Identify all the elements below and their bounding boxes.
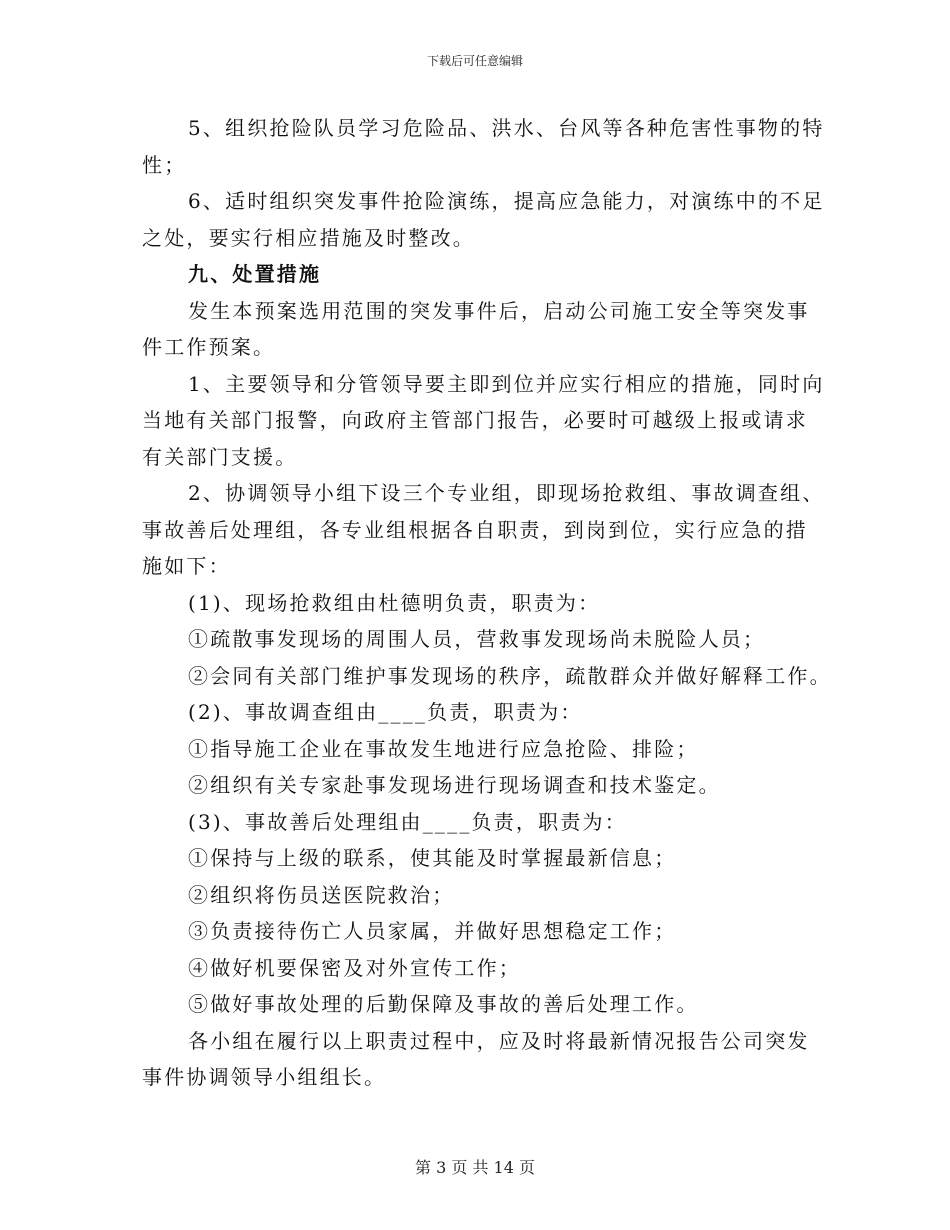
paragraph-line: 发生本预案选用范围的突发事件后，启动公司施工安全等突发事 <box>188 298 810 323</box>
paragraph-line: 事件协调领导小组组长。 <box>142 1065 387 1089</box>
list-item: ②组织有关专家赴事发现场进行现场调查和技术鉴定。 <box>188 773 721 797</box>
subsection-heading: (1)、现场抢救组由杜德明负责，职责为： <box>188 590 601 615</box>
list-item: ②组织将伤员送医院救治； <box>188 882 455 907</box>
subsection-heading: (3)、事故善后处理组由____负责，职责为： <box>188 809 627 834</box>
paragraph-line: 有关部门支援。 <box>142 444 298 469</box>
section-heading: 九、处置措施 <box>188 262 322 286</box>
paragraph-line: 2、协调领导小组下设三个专业组，即现场抢救组、事故调查组、 <box>188 481 825 505</box>
list-item: ③负责接待伤亡人员家属，并做好思想稳定工作； <box>188 919 677 943</box>
paragraph-line: 各小组在履行以上职责过程中，应及时将最新情况报告公司突发 <box>188 1028 810 1053</box>
paragraph-line: 性； <box>142 152 187 177</box>
list-item: ①保持与上级的联系，使其能及时掌握最新信息； <box>188 846 677 870</box>
list-item: ①疏散事发现场的周围人员，营救事发现场尚未脱险人员； <box>188 627 766 651</box>
list-item: ④做好机要保密及对外宣传工作； <box>188 955 521 980</box>
paragraph-line: 当地有关部门报警，向政府主管部门报告，必要时可越级上报或请求 <box>142 408 808 432</box>
list-item: ②会同有关部门维护事发现场的秩序，疏散群众并做好解释工作。 <box>188 663 832 688</box>
paragraph-line: 之处，要实行相应措施及时整改。 <box>142 225 475 250</box>
document-body <box>142 110 832 1096</box>
subsection-heading: (2)、事故调查组由____负责，职责为： <box>188 700 583 724</box>
paragraph-line: 件工作预案。 <box>142 335 276 359</box>
paragraph-line: 施如下： <box>142 554 231 578</box>
page-header: 下载后可任意编辑 <box>426 54 523 68</box>
page-number: 第 3 页 共 14 页 <box>415 1158 535 1177</box>
list-item: ⑤做好事故处理的后勤保障及事故的善后处理工作。 <box>188 992 699 1016</box>
paragraph-line: 6、适时组织突发事件抢险演练，提高应急能力，对演练中的不足 <box>188 189 825 213</box>
paragraph-line: 事故善后处理组，各专业组根据各自职责，到岗到位，实行应急的措 <box>142 517 808 542</box>
paragraph-line: 1、主要领导和分管领导要主即到位并应实行相应的措施，同时向 <box>188 371 825 396</box>
list-item: ①指导施工企业在事故发生地进行应急抢险、排险； <box>188 736 699 761</box>
paragraph-line: 5、组织抢险队员学习危险品、洪水、台风等各种危害性事物的特 <box>188 116 825 140</box>
